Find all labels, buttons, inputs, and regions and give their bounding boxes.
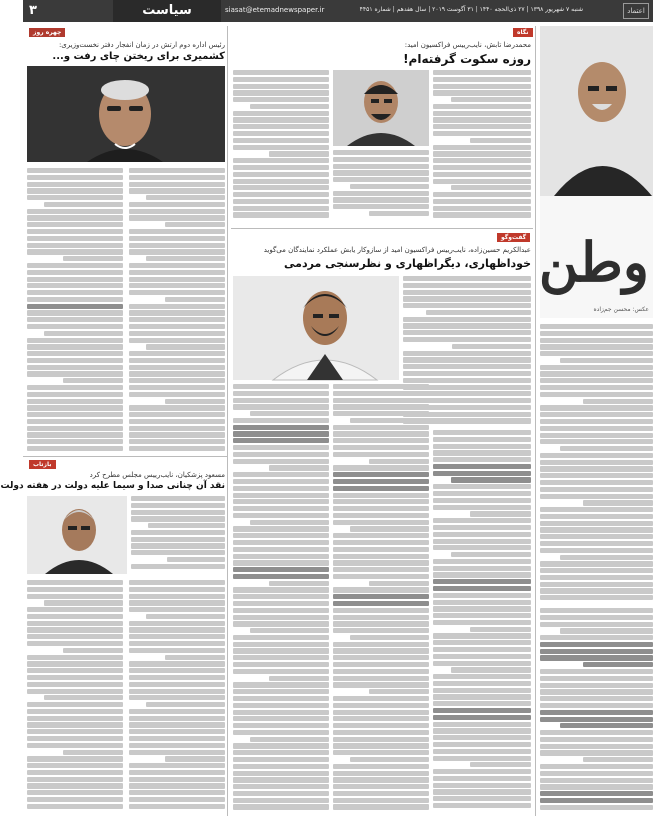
article-body [433,70,531,224]
page-header [23,0,653,22]
article-kicker: رئیس اداره دوم ارتش در زمان انفجار دفتر نخست‌وزیری: [58,41,225,49]
article-body [129,168,225,452]
pezeshkian-photo [27,496,127,574]
article-body [27,168,123,452]
article-headline: روزه سکوت گرفته‌ام! [403,52,531,66]
section-divider [23,456,227,457]
article-body [433,430,531,816]
article-body [129,580,225,816]
article-kicker: محمدرضا تابش، نایب‌رییس فراکسیون امید: [404,41,531,49]
hosseinzadeh-photo [233,276,399,380]
article-headline: نقد آن چنانی صدا و سیما علیه دولت در هفته دولت [0,481,225,491]
article-headline: کشمیری برای ریختن چای رفت و... [52,51,225,62]
section-tag: نگاه [513,28,533,37]
article-body [333,150,429,224]
photo-caption: عکس: محسن جم‌زاده [593,306,649,313]
article-body [540,324,653,604]
section-divider [231,228,533,229]
page-number: ۳ [29,3,37,18]
newspaper-logo: اعتماد [623,3,649,19]
column-rule [535,26,536,816]
sidebar-photo-panel [540,26,653,318]
article-headline: خوداظهاری، دیگراظهاری و نظرسنجی مردمی [284,257,531,270]
section-email: siasat@etemadnewspaper.ir [225,6,325,14]
column-rule [227,26,228,816]
article-body [333,384,429,816]
dateline: شنبه ۷ شهریور ۱۳۹۸ | ۲۷ ذی‌الحجه ۱۴۴۰ | ۳۱ آگوست ۲۰۱۹ | سال هفدهم | شماره ۴۴۵۱ [359,6,583,13]
article-body [233,384,329,816]
sidebar-graphic-text: وطن [538,230,649,294]
section-tag: چهره روز [29,28,65,37]
article-body [27,580,123,816]
article-body [540,608,653,816]
article-body [131,496,225,574]
tabesh-photo [333,70,429,146]
article-kicker: مسعود پزشکیان، نایب‌رییس مجلس مطرح کرد [89,471,225,479]
kashmiri-story-photo [27,66,225,162]
section-tag: بازتاب [29,460,56,469]
section-tag: گفت‌وگو [497,233,530,242]
section-label: سیاست [113,0,221,22]
article-kicker: عبدالکریم حسین‌زاده، نایب‌رییس فراکسیون امید از سازوکار یابش عملکرد نمایندگان می‌گوید [263,246,531,254]
article-body [233,70,329,224]
